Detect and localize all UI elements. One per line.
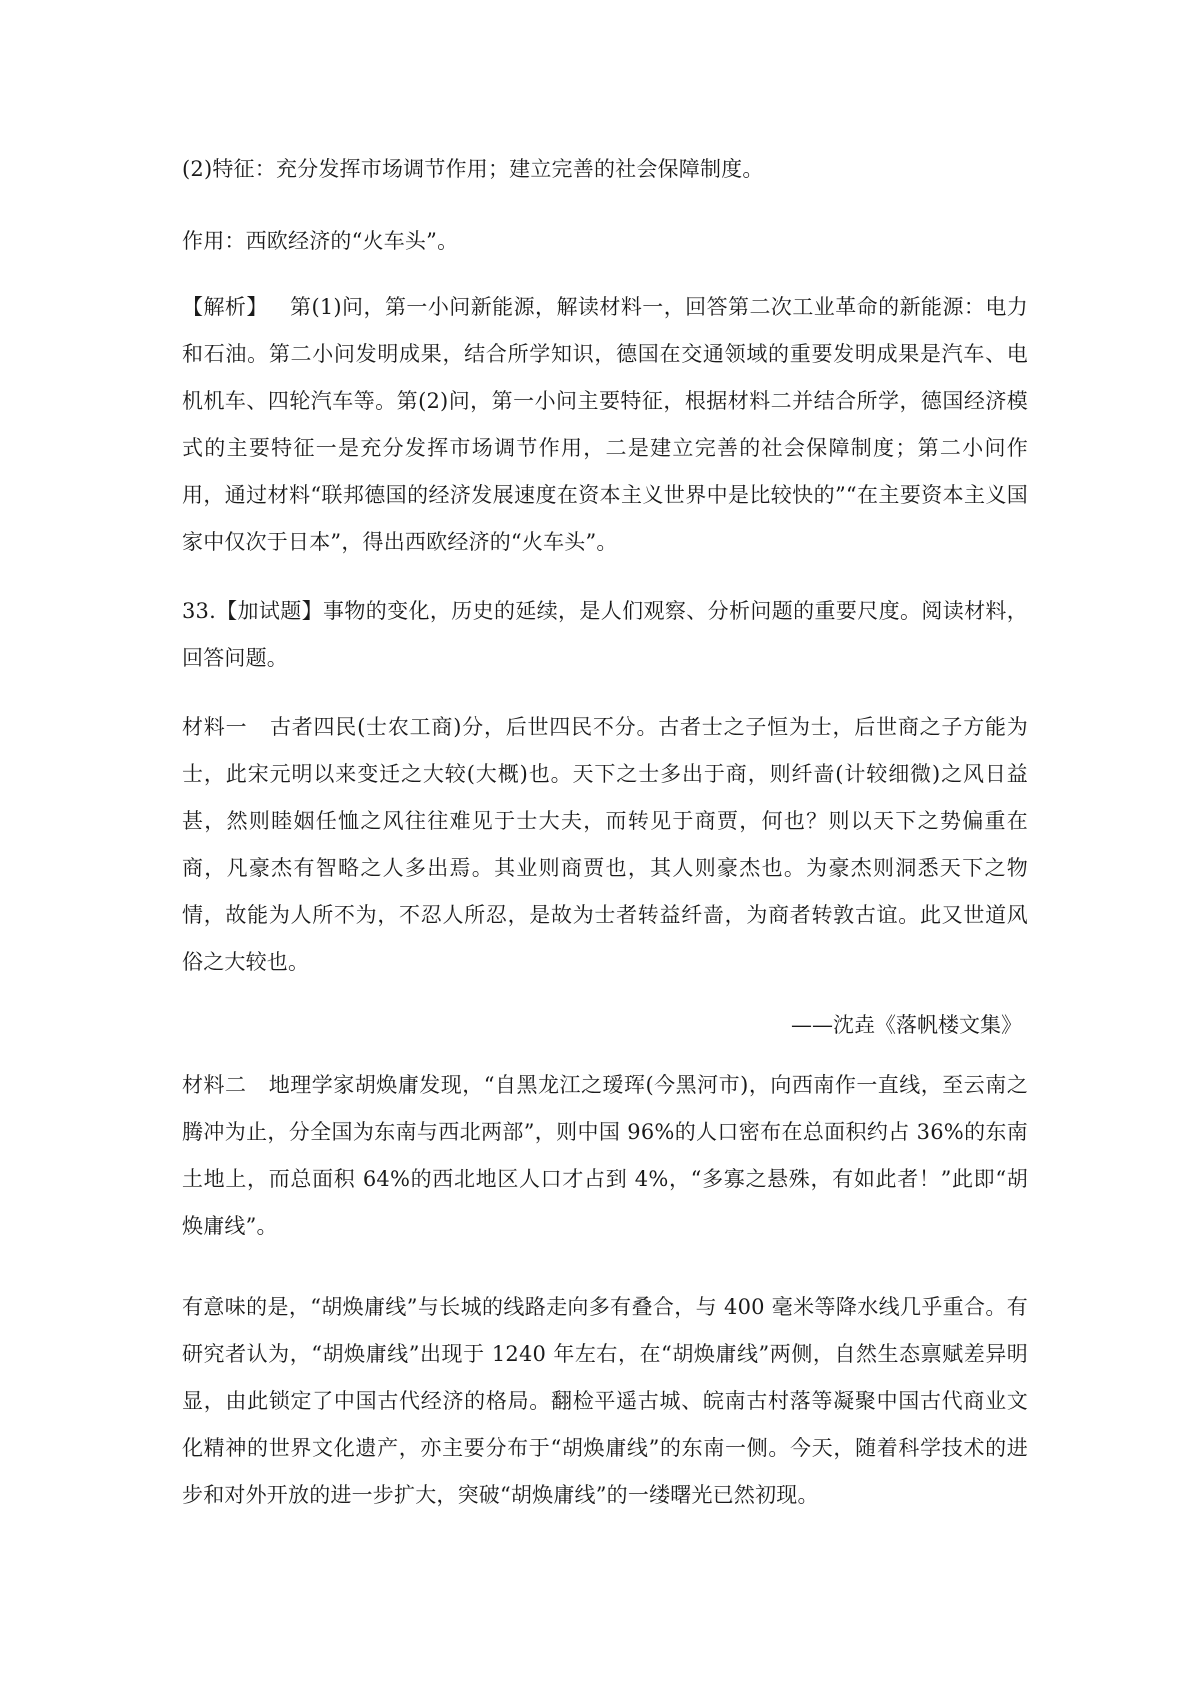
- material-one-source: ——沈垚《落帆楼文集》: [791, 1013, 1022, 1037]
- material-one: [182, 704, 1028, 986]
- question-33: 33.【加试题】事物的变化，历史的延续，是人们观察、分析问题的重要尺度。阅读材料，回答问题。: [182, 599, 1028, 670]
- analysis-label: 【解析】: [182, 295, 268, 319]
- analysis-text: 第(1)问，第一小问新能源，解读材料一，回答第二次工业革命的新能源：电力和石油。第二小问发明成果，结合所学知识，德国在交通领域的重要发明成果是汽车、电机机车、四轮汽车等。第(2)问，第一小问主要特征，根据材料二并结合所学，德国经济模式的主要特征一是充分发挥市场调节作用，二是建立完善的社会保障制度；第二小问作用，通过材料“联邦德国的经济发展速度在资本主义世界中是比较快的”“在主要资本主义国家中仅次于日本”，得出西欧经济的“火车头”。: [182, 295, 1028, 554]
- analysis-paragraph: [182, 284, 1028, 566]
- answer-feature-line: (2)特征：充分发挥市场调节作用；建立完善的社会保障制度。: [182, 157, 764, 181]
- material-two: [182, 1062, 1028, 1250]
- material-one-text: 古者四民(士农工商)分，后世四民不分。古者士之子恒为士，后世商之子方能为士，此宋元明以来变迁之大较(大概)也。天下之士多出于商，则纤啬(计较细微)之风日益甚，然则睦姻任恤之风往往难见于士大夫，而转见于商贾，何也？则以天下之势偏重在商，凡豪杰有智略之人多出焉。其业则商贾也，其人则豪杰也。为豪杰则洞悉天下之物情，故能为人所不为，不忍人所忍，是故为士者转益纤啬，为商者转敦古谊。此又世道风俗之大较也。: [182, 715, 1028, 974]
- material-two-text: 地理学家胡焕庸发现，“自黑龙江之瑷珲(今黑河市)，向西南作一直线，至云南之腾冲为止，分全国为东南与西北两部”，则中国 96%的人口密布在总面积约占 36%的东南土地上，而总面积 64%的西北地区人口才占到 4%，“多寡之悬殊，有如此者！”此即“胡焕庸线”。: [182, 1073, 1028, 1238]
- material-one-label: 材料一: [182, 715, 248, 739]
- final-paragraph: 有意味的是，“胡焕庸线”与长城的线路走向多有叠合，与 400 毫米等降水线几乎重合。有研究者认为，“胡焕庸线”出现于 1240 年左右，在“胡焕庸线”两侧，自然生态禀赋差异明显，由此锁定了中国古代经济的格局。翻检平遥古城、皖南古村落等凝聚中国古代商业文化精神的世界文化遗产，亦主要分布于“胡焕庸线”的东南一侧。今天，随着科学技术的进步和对外开放的进一步扩大，突破“胡焕庸线”的一缕曙光已然初现。: [182, 1295, 1028, 1507]
- answer-role-line: 作用：西欧经济的“火车头”。: [182, 229, 459, 253]
- material-two-label: 材料二: [182, 1073, 247, 1097]
